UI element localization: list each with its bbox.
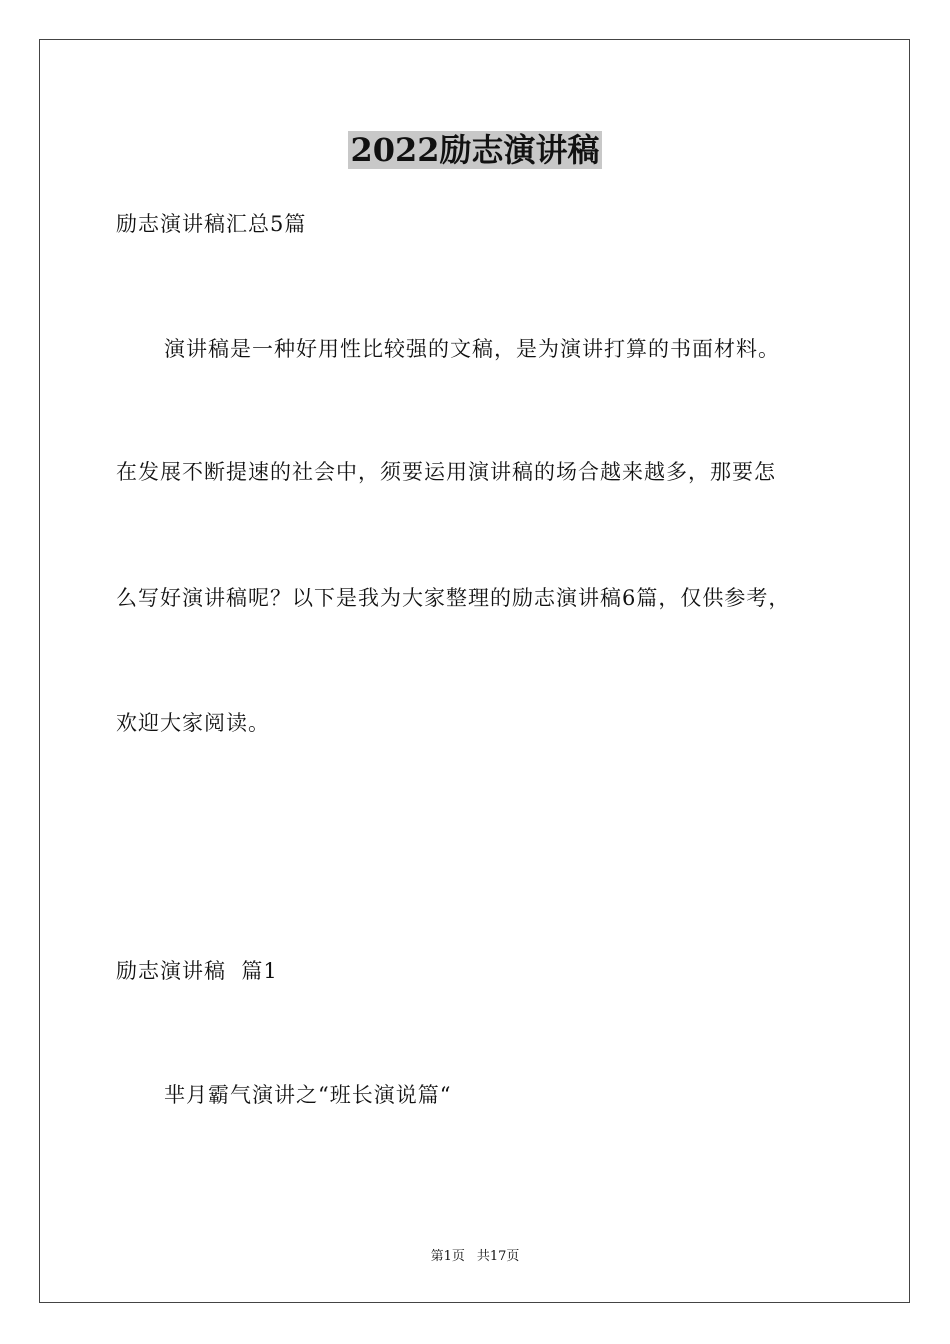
page-total: 共17页 xyxy=(476,1249,520,1264)
document-title-text: 2022励志演讲稿 xyxy=(350,131,600,169)
section-first-line: 芈月霸气演讲之“班长演说篇“ xyxy=(164,1083,452,1107)
page-footer xyxy=(0,1248,950,1266)
page-number: 第1页 xyxy=(430,1249,465,1264)
intro-line-3: 么写好演讲稿呢？以下是我为大家整理的励志演讲稿6篇，仅供参考， xyxy=(116,586,791,610)
document-subtitle: 励志演讲稿汇总5篇 xyxy=(116,212,307,236)
intro-line-2: 在发展不断提速的社会中，须要运用演讲稿的场合越来越多，那要怎 xyxy=(116,460,776,484)
intro-line-1: 演讲稿是一种好用性比较强的文稿，是为演讲打算的书面材料。 xyxy=(164,337,780,361)
section-heading: 励志演讲稿 篇1 xyxy=(116,959,278,983)
document-title xyxy=(0,128,950,172)
intro-line-4: 欢迎大家阅读。 xyxy=(116,711,270,735)
